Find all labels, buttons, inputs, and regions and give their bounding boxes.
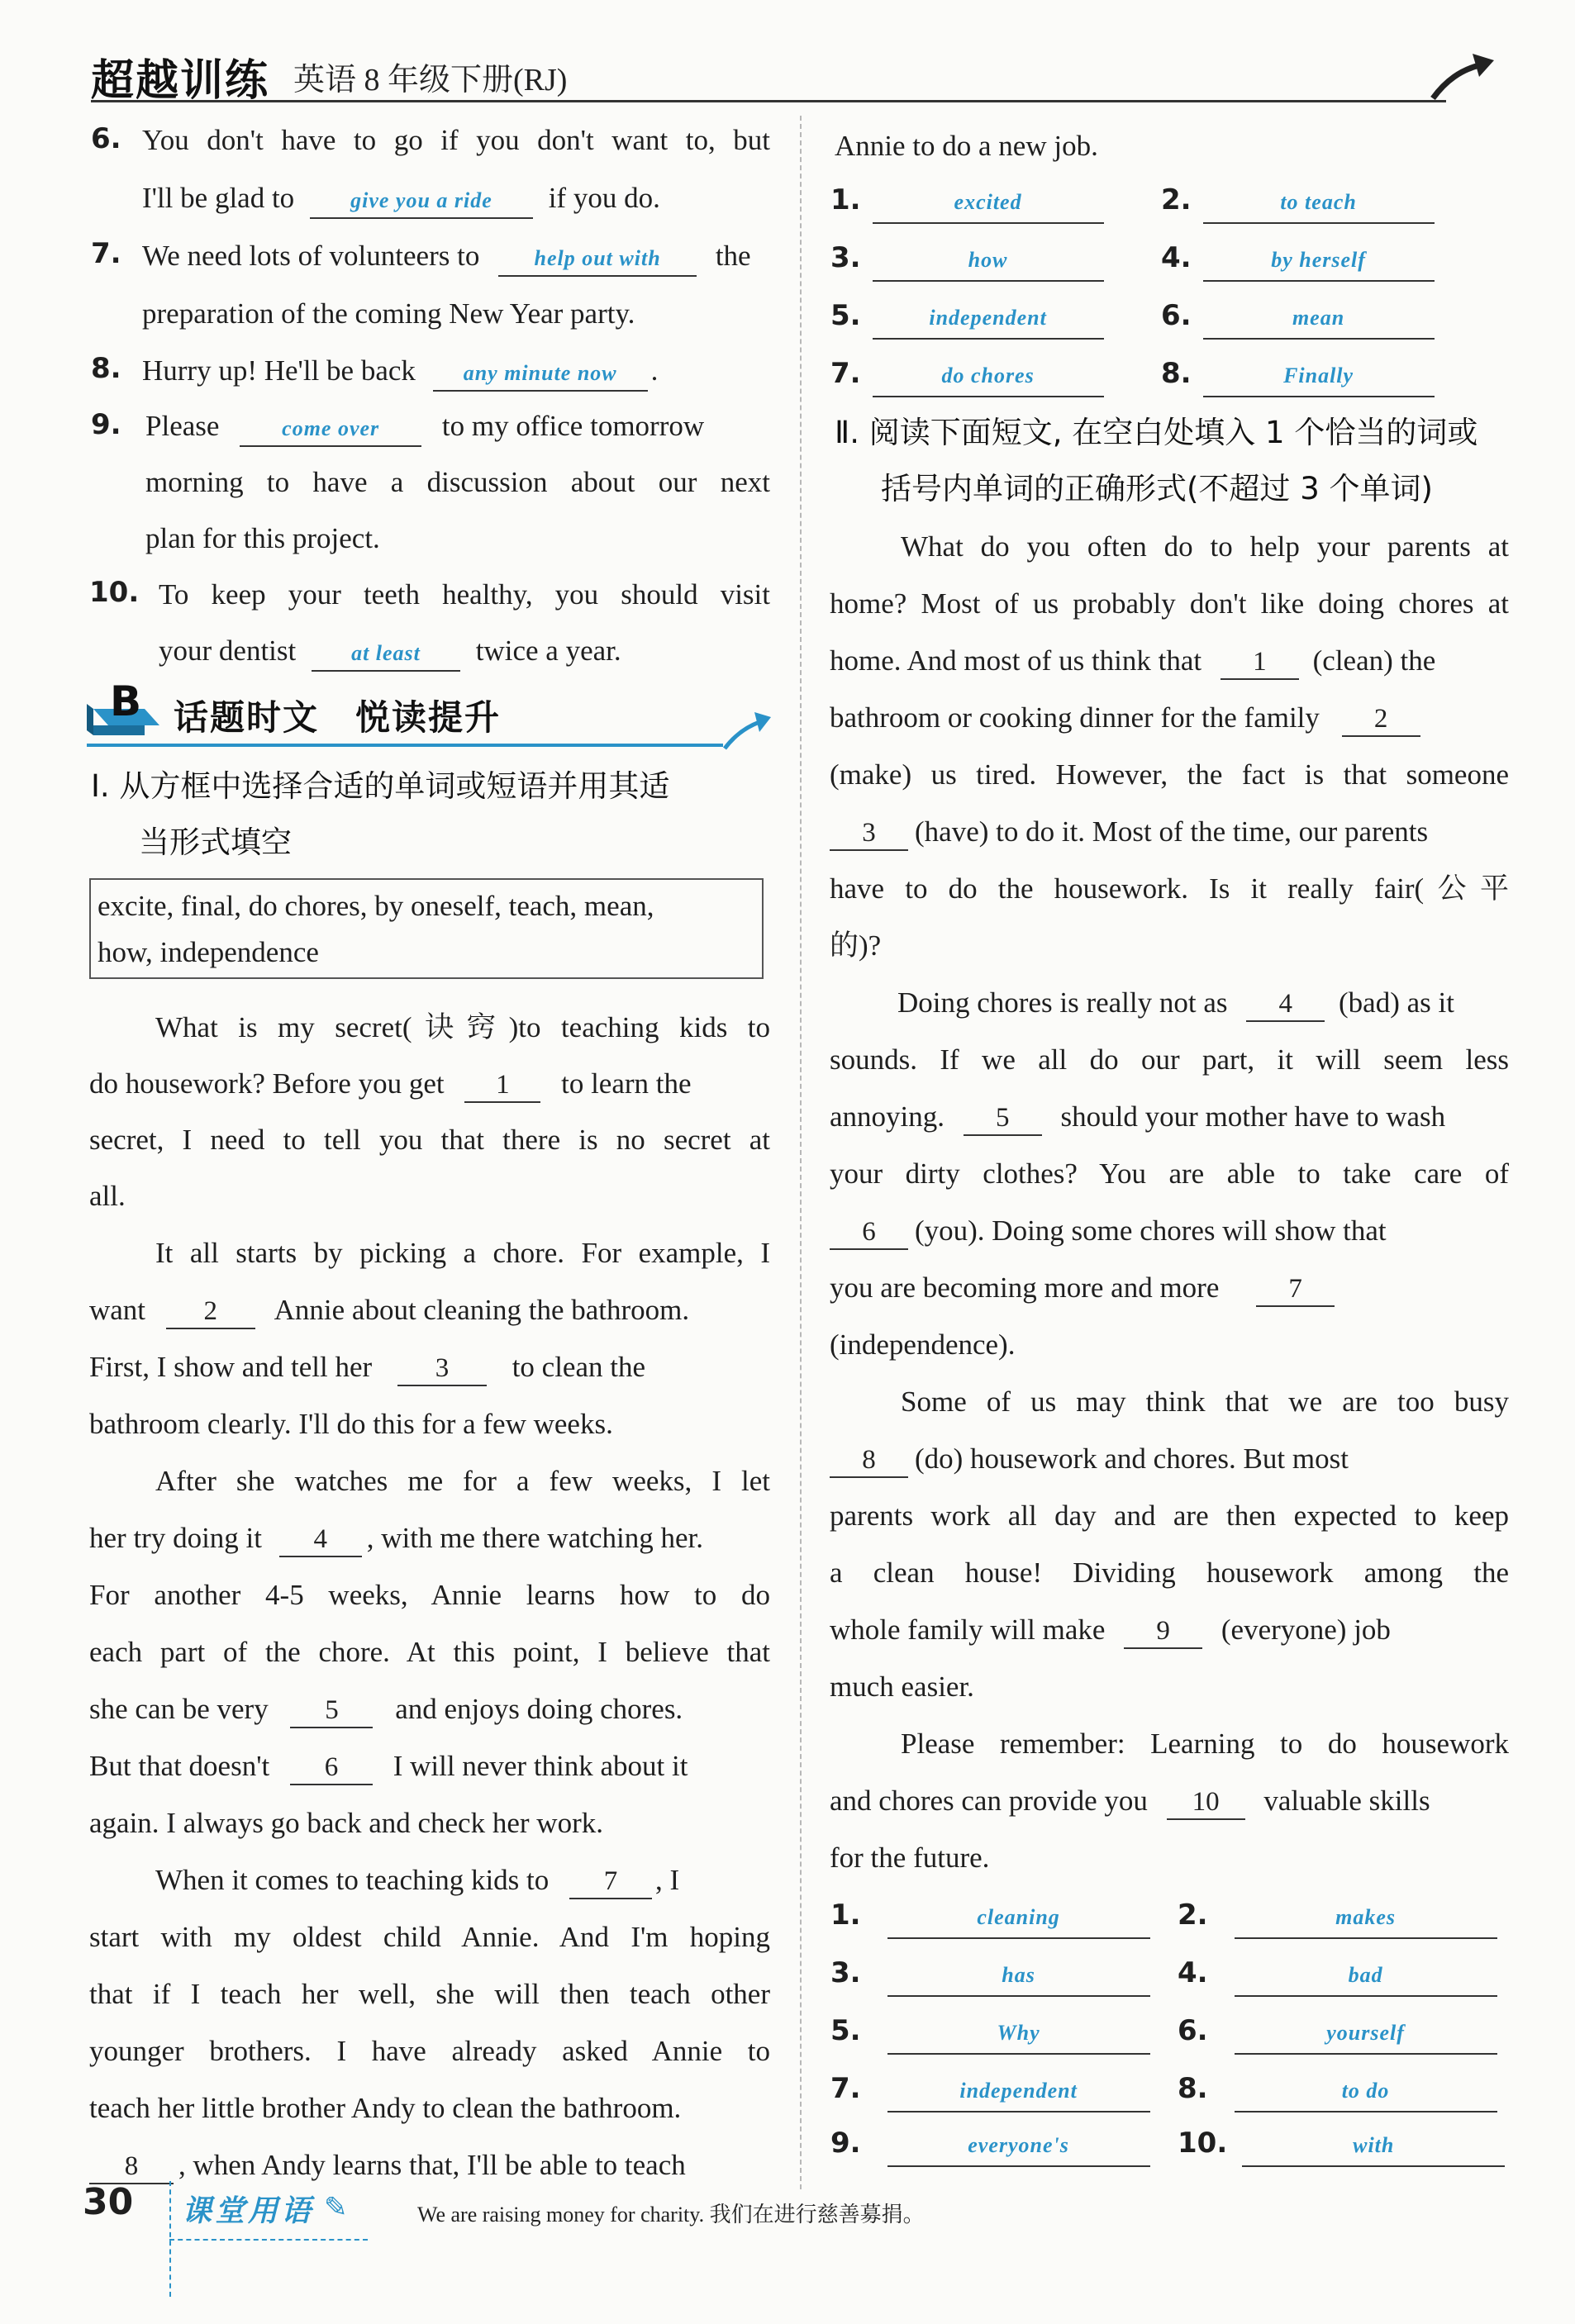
text: she can be very [89,1693,269,1725]
passage-line: parents work all day and are then expected to keep [830,1499,1509,1532]
answer-number: 2. [1178,1899,1208,1932]
passage-line: Please remember: Learning to do housework [901,1728,1509,1760]
section-b-banner [87,677,773,752]
blank-number: 8 [124,2151,139,2181]
text: Annie about cleaning the bathroom. [274,1294,690,1326]
text: twice a year. [475,634,621,667]
answer-number: 5. [830,299,861,332]
answer-entry [1178,1899,1497,1939]
blank-number: 5 [325,1695,339,1725]
text: (clean) the [1312,644,1436,677]
word-box-line-1: excite, final, do chores, by oneself, teach, mean, [98,890,654,922]
answer-number: 3. [830,1956,861,1989]
answer-blank [887,2129,1150,2167]
text: Please [145,410,220,442]
text: if you do. [548,182,660,214]
passage-line [89,1349,645,1386]
passage-line: have to do the housework. Is it really fair(公平 [830,872,1509,905]
passage-line: (independence). [830,1328,1016,1361]
numbered-blank [1246,986,1325,1022]
text: annoying. [830,1100,945,1133]
answer-text: makes [1335,1905,1397,1929]
answer-entry [1178,2127,1505,2167]
answer-text: Finally [1283,364,1354,387]
answer-text: any minute now [463,361,617,385]
page-header [91,45,1496,107]
answer-blank [1235,2074,1497,2113]
passage-line: What is my secret(诀窍)to teaching kids to [155,1011,770,1043]
item-10-line-1: To keep your teeth healthy, you should visit [159,578,770,611]
answer-number: 1. [830,1899,861,1932]
text: to my office tomorrow [441,410,705,442]
numbered-blank [166,1294,255,1329]
answer-text: help out with [534,246,661,270]
answer-entry [830,2072,1150,2113]
text: and chores can provide you [830,1785,1148,1817]
answer-text: to teach [1280,190,1357,214]
passage-line: younger brothers. I have already asked Annie to [89,2035,770,2067]
word-box-line-2: how, independence [98,936,319,968]
answer-blank [887,2074,1150,2113]
answer-text: by herself [1271,248,1366,272]
blank-number: 2 [203,1296,218,1326]
item-9-line-2: morning to have a discussion about our next [145,466,770,498]
passage-line [830,643,1435,680]
numbered-blank [89,2149,174,2184]
numbered-blank [1256,1271,1335,1307]
answer-text: excited [954,190,1022,214]
section-rule [87,744,723,747]
answer-text: independent [929,306,1047,330]
heading-line: 括号内单词的正确形式(不超过 3 个单词) [881,471,1433,506]
section-title: 话题时文 悦读提升 [174,697,502,738]
answer-blank [1203,359,1435,397]
answer-entry [830,183,1104,224]
text: Doing chores is really not as [897,986,1228,1019]
text: (you). Doing some chores will show that [915,1214,1387,1247]
answer-number: 6. [1161,299,1192,332]
item-7-line-1 [142,238,751,277]
answer-blank [873,359,1104,397]
blank-number: 5 [996,1103,1010,1133]
numbered-blank [1342,701,1420,737]
answer-blank [240,410,421,447]
answer-number: 7. [830,357,861,390]
passage-line [830,1612,1391,1649]
blank-number: 1 [1253,647,1267,677]
answer-text: independent [959,2079,1078,2103]
answer-number: 8. [1178,2072,1208,2105]
numbered-blank [569,1864,652,1899]
text: to clean the [512,1351,645,1383]
answer-entry [830,241,1104,282]
answer-entry [830,2014,1150,2055]
passage-line [89,1520,703,1557]
answer-number: 1. [830,183,861,216]
answer-entry [830,2127,1150,2167]
passage-line: For another 4-5 weeks, Annie learns how to do [89,1579,770,1611]
text: (do) housework and chores. But most [915,1442,1349,1475]
answer-text: everyone's [968,2133,1069,2157]
answer-blank [433,354,648,392]
text: First, I show and tell her [89,1351,373,1383]
blank-number: 3 [435,1353,450,1383]
numbered-blank [830,815,908,851]
book-subtitle: 英语 8 年级下册(RJ) [293,63,568,97]
answer-text: give you a ride [350,188,492,212]
part-1-heading [91,758,777,871]
text: , I [655,1864,680,1896]
text: , with me there watching her. [366,1522,703,1554]
brand-title: 超越训练 [91,56,270,106]
answer-entry [1161,241,1435,282]
heading-line: Ⅰ. 从方框中选择合适的单词或短语并用其适 [91,768,670,804]
passage-line: sounds. If we all do our part, it will seem less [830,1043,1509,1076]
item-8-line [142,353,658,392]
numbered-blank [290,1693,373,1728]
answer-blank [873,186,1104,224]
page-number: 30 [83,2181,134,2223]
numbered-blank [1167,1785,1245,1820]
answer-blank [1203,244,1435,282]
arrow-logo-icon [1430,52,1496,102]
blank-number: 7 [1288,1274,1302,1304]
pen-icon: ✎ [324,2193,348,2223]
answer-entry [1161,299,1435,340]
answer-number: 3. [830,241,861,274]
passage-line [830,1099,1445,1136]
passage-line: 的)? [830,929,882,962]
heading-line: 当形式填空 [139,825,292,860]
passage-line: It all starts by picking a chore. For example, I [155,1237,770,1269]
blank-number: 4 [313,1524,327,1554]
item-number: 8. [91,352,121,385]
header-rule [91,100,1446,102]
text: We need lots of volunteers to [142,240,480,272]
blank-number: 2 [1373,704,1388,734]
answer-text: come over [282,416,380,440]
item-6-line-1: You don't have to go if you don't want to, but [142,124,770,156]
item-number: 6. [91,122,121,155]
answer-text: bad [1348,1963,1383,1987]
answer-entry [830,1956,1150,1997]
passage-line [897,985,1454,1022]
answer-number: 10. [1178,2127,1228,2160]
item-number: 7. [91,237,121,270]
passage-line [89,2147,686,2184]
passage-line: your dirty clothes? You are able to take care of [830,1157,1509,1190]
passage-line: for the future. [830,1842,990,1874]
numbered-blank [290,1750,373,1785]
answer-number: 4. [1178,1956,1208,1989]
answer-text: Why [997,2021,1040,2045]
answer-text: has [1002,1963,1035,1987]
answer-text: mean [1292,306,1345,330]
passage-line: (make) us tired. However, the fact is that someone [830,758,1509,791]
item-number: 9. [91,408,121,441]
item-number: 10. [89,576,140,609]
text: . [650,354,659,387]
answer-entry [1178,2072,1497,2113]
answer-number: 5. [830,2014,861,2047]
answer-blank [887,1959,1150,1997]
answer-number: 6. [1178,2014,1208,2047]
passage-line [830,1213,1387,1250]
text: (have) to do it. Most of the time, our parents [915,815,1429,848]
passage-line [155,1862,679,1899]
text: you are becoming more and more [830,1271,1220,1304]
answer-blank [873,244,1104,282]
passage-line: each part of the chore. At this point, I believe that [89,1636,770,1668]
blank-number: 3 [862,818,876,848]
passage-line [830,1783,1430,1820]
answer-text: do chores [941,364,1035,387]
text: , when Andy learns that, I'll be able to teach [178,2149,686,2181]
blank-number: 1 [496,1070,510,1100]
text: your dentist [159,634,297,667]
item-7-line-2: preparation of the coming New Year party. [142,297,635,330]
passage-line [89,1748,688,1785]
answer-text: how [968,248,1008,272]
text: (bad) as it [1339,986,1454,1019]
numbered-blank [830,1442,908,1478]
heading-line: Ⅱ. 阅读下面短文, 在空白处填入 1 个恰当的词或 [835,415,1478,450]
answer-number: 2. [1161,183,1192,216]
answer-blank [310,182,533,219]
passage-line [89,1691,683,1728]
text: (everyone) job [1221,1613,1391,1646]
text: do housework? Before you get [89,1067,445,1100]
answer-text: cleaning [977,1905,1060,1929]
item-9-line-3: plan for this project. [145,522,380,554]
answer-entry [1178,2014,1497,2055]
text: Hurry up! He'll be back [142,354,416,387]
answer-blank [887,2017,1150,2055]
passage-line: Some of us may think that we are too busy [901,1385,1509,1418]
answer-blank [498,240,697,277]
answer-blank [1235,1901,1497,1939]
answer-entry [1161,183,1435,224]
word-box [89,878,764,979]
text: whole family will make [830,1613,1106,1646]
answer-number: 9. [830,2127,861,2160]
footer-sentence: We are raising money for charity. 我们在进行慈善募捐。 [417,2203,925,2227]
passage-line [830,814,1428,851]
blank-number: 8 [862,1445,876,1475]
answer-text: at least [351,641,421,665]
passage-line [89,1292,689,1329]
passage-line: Annie to do a new job. [835,130,1098,162]
answer-text: with [1353,2133,1395,2157]
text: valuable skills [1263,1785,1430,1817]
answer-text: to do [1341,2079,1390,2103]
passage-line: that if I teach her well, she will then teach other [89,1978,770,2010]
text: When it comes to teaching kids to [155,1864,550,1896]
answer-entry [830,299,1104,340]
answer-blank [1235,2017,1497,2055]
passage-line: What do you often do to help your parents at [901,530,1509,563]
part-2-heading [835,405,1520,517]
arrow-icon [723,711,773,752]
passage-line: start with my oldest child Annie. And I'm hoping [89,1921,770,1953]
text: I'll be glad to [142,182,295,214]
text: her try doing it [89,1522,262,1554]
passage-line [89,1066,692,1103]
numbered-blank [1124,1613,1202,1649]
item-6-line-2 [142,180,660,219]
passage-line: After she watches me for a few weeks, I let [155,1465,770,1497]
passage-line: bathroom clearly. I'll do this for a few weeks. [89,1408,613,1440]
text: the [715,240,751,272]
numbered-blank [964,1100,1042,1136]
answer-blank [1235,1959,1497,1997]
numbered-blank [279,1522,362,1557]
blank-number: 6 [862,1217,876,1247]
answer-entry [1161,357,1435,397]
answer-blank [1242,2129,1505,2167]
text: want [89,1294,146,1326]
answer-blank [887,1901,1150,1939]
answer-entry [830,357,1104,397]
passage-line: again. I always go back and check her work. [89,1807,603,1839]
answer-number: 7. [830,2072,861,2105]
blank-number: 7 [603,1866,618,1896]
blank-number: 9 [1156,1616,1170,1646]
numbered-blank [830,1214,908,1250]
text: But that doesn't [89,1750,270,1782]
text: I will never think about it [393,1750,688,1782]
blank-number: 10 [1192,1787,1220,1817]
answer-text: yourself [1326,2021,1405,2045]
passage-line: secret, I need to tell you that there is no secret at [89,1124,770,1156]
section-letter: B [110,677,142,725]
passage-line: much easier. [830,1671,974,1703]
passage-line [830,1441,1349,1478]
text: to learn the [561,1067,692,1100]
item-9-line-1 [145,408,704,447]
passage-line: home? Most of us probably don't like doing chores at [830,587,1509,620]
passage-line [830,700,1420,737]
text: home. And most of us think that [830,644,1202,677]
answer-blank [1203,186,1435,224]
text: and enjoys doing chores. [395,1693,683,1725]
text: should your mother have to wash [1060,1100,1446,1133]
answer-blank [1203,302,1435,340]
answer-blank [873,302,1104,340]
answer-entry [830,1899,1150,1939]
item-10-line-2 [159,633,621,672]
answer-entry [1178,1956,1497,1997]
numbered-blank [1221,644,1299,680]
blank-number: 4 [1278,989,1292,1019]
answer-blank [312,634,460,672]
passage-line: all. [89,1180,126,1212]
blank-number: 6 [324,1752,339,1782]
passage-line [830,1270,1335,1307]
answer-number: 8. [1161,357,1192,390]
footer-rule [169,2239,368,2241]
footer-label: 课堂用语 [182,2194,315,2228]
numbered-blank [464,1067,540,1103]
passage-line: teach her little brother Andy to clean the bathroom. [89,2092,682,2124]
text: bathroom or cooking dinner for the family [830,701,1320,734]
passage-line: a clean house! Dividing housework among the [830,1556,1509,1589]
answer-number: 4. [1161,241,1192,274]
column-divider [800,116,802,2189]
numbered-blank [397,1351,487,1386]
